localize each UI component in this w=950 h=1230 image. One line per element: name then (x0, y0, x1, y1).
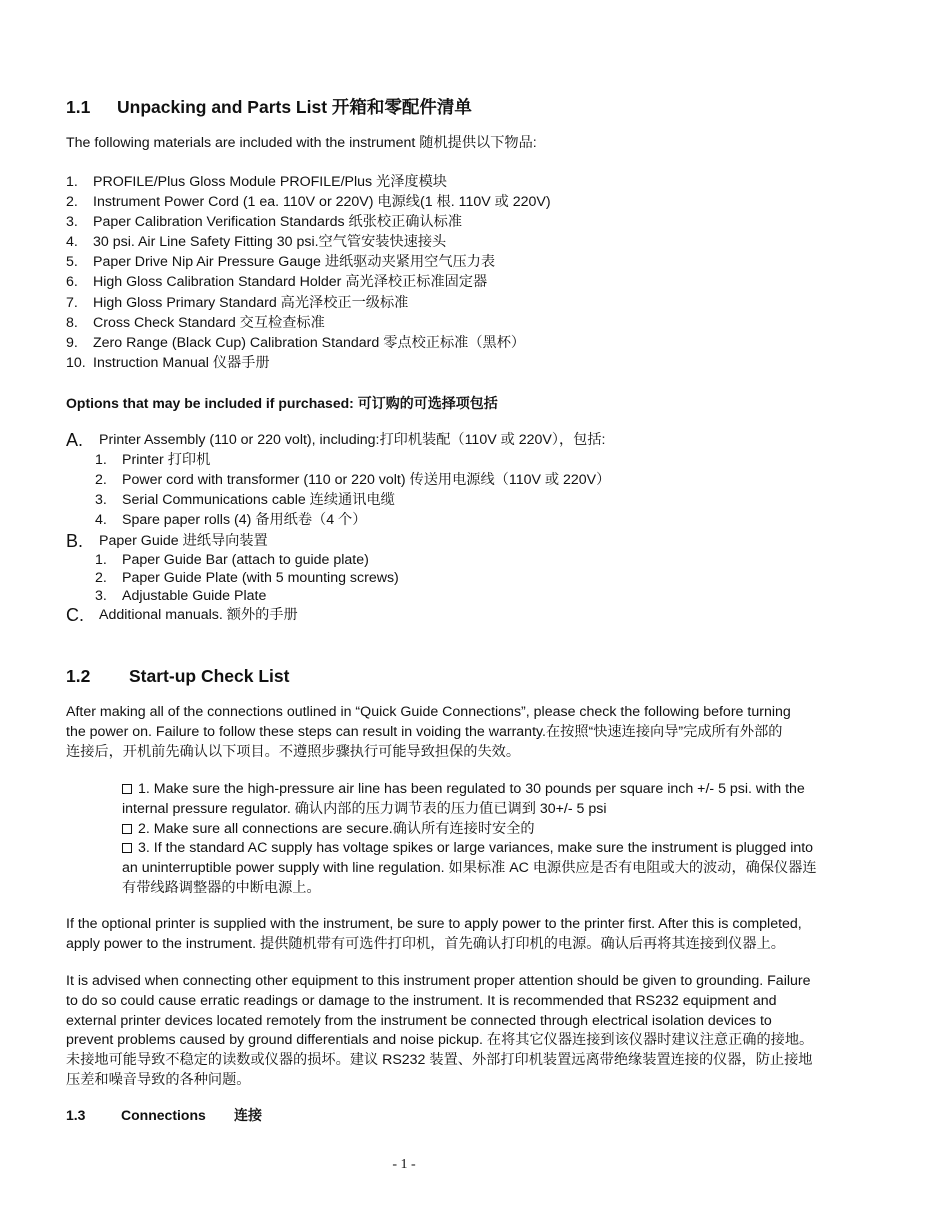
item-text: Paper Guide Bar (attach to guide plate) (122, 551, 369, 568)
section-number: 1.1 (66, 97, 91, 117)
text-line: 压差和噪音导致的各种问题。 (66, 1071, 251, 1088)
printer-paragraph (66, 915, 802, 955)
item-number: 1. (95, 551, 107, 568)
text-line: prevent problems caused by ground differentials and noise pickup. 在将其它仪器连接到该仪器时建议注意正确的接地。 (66, 1032, 814, 1049)
item-text: 30 psi. Air Line Safety Fitting 30 psi.空气管安装快速接头 (93, 234, 447, 251)
item-text: Power cord with transformer (110 or 220 volt) 传送用电源线（110V 或 220V） (122, 472, 611, 489)
check-text: 1. Make sure the high-pressure air line has been regulated to 30 pounds per square inch +/- 5 psi. with the (138, 781, 805, 797)
item-number: 3. (95, 492, 107, 509)
section-number: 1.2 (66, 666, 91, 686)
page-number: - 1 - (392, 1157, 416, 1172)
check-text: 2. Make sure all connections are secure.确认所有连接时安全的 (138, 820, 535, 837)
list-item (95, 450, 610, 470)
item-number: 2. (95, 472, 107, 489)
startup-intro (66, 703, 791, 762)
item-text: Serial Communications cable 连续通讯电缆 (122, 492, 395, 509)
list-item (66, 293, 551, 313)
text-line: to do so could cause erratic readings or damage to the instrument. It is recommended that RS232 equipment and (66, 992, 777, 1009)
text-line: apply power to the instrument. 提供随机带有可选件打印机，首先确认打印机的电源。确认后再将其连接到仪器上。 (66, 935, 785, 952)
item-number: 1. (95, 452, 107, 469)
item-text: Paper Guide Plate (with 5 mounting screws) (122, 569, 399, 586)
list-item (95, 569, 610, 587)
options-heading: Options that may be included if purchased: 可订购的可选择项包括 (66, 395, 498, 411)
item-text: PROFILE/Plus Gloss Module PROFILE/Plus 光泽度模块 (93, 174, 447, 190)
startup-checklist (122, 780, 817, 899)
item-text: Paper Drive Nip Air Pressure Gauge 进纸驱动夹紧用空气压力表 (93, 254, 496, 271)
option-letter: A. (66, 430, 84, 450)
options-list (66, 430, 610, 626)
option-item (66, 531, 610, 551)
list-item (66, 212, 551, 232)
item-text: Printer 打印机 (122, 452, 211, 469)
list-item (66, 353, 551, 373)
text-line: external printer devices located remotely from the instrument be connected through electrical isolation devices to (66, 1012, 772, 1029)
list-item (66, 192, 551, 212)
section-title: Connections (121, 1107, 206, 1123)
section-title: Unpacking and Parts List 开箱和零配件清单 (117, 97, 472, 117)
item-text: Cross Check Standard 交互检查标准 (93, 314, 325, 331)
item-number: 1. (66, 174, 78, 190)
parts-intro: The following materials are included with the instrument 随机提供以下物品: (66, 135, 537, 151)
option-text: Additional manuals. 额外的手册 (99, 607, 298, 624)
item-text: High Gloss Calibration Standard Holder 高光泽校正标准固定器 (93, 274, 488, 291)
item-number: 2. (66, 194, 78, 211)
section-1-3-heading (66, 1105, 262, 1125)
item-text: Spare paper rolls (4) 备用纸卷（4 个） (122, 512, 367, 529)
check-text: internal pressure regulator. 确认内部的压力调节表的压力值已调到 30+/- 5 psi (122, 800, 607, 817)
check-text: 3. If the standard AC supply has voltage spikes or large variances, make sure the instrument is plugged into (138, 840, 814, 857)
check-text: an uninterruptible power supply with line regulation. 如果标准 AC 电源供应是否有电阻或大的波动，确保仪器连 (122, 860, 817, 877)
item-text: Zero Range (Black Cup) Calibration Standard 零点校正标准（黑杯） (93, 334, 526, 351)
list-item (66, 272, 551, 292)
option-sublist (66, 450, 610, 530)
list-item (95, 490, 610, 510)
list-item (66, 313, 551, 333)
text-line: 连接后，开机前先确认以下项目。不遵照步骤执行可能导致担保的失效。 (66, 743, 521, 760)
checkbox[interactable] (122, 784, 132, 794)
option-letter: B. (66, 530, 84, 551)
check-item (122, 780, 817, 820)
item-number: 8. (66, 314, 78, 331)
option-text: Paper Guide 进纸导向装置 (99, 532, 268, 549)
item-number: 4. (95, 512, 107, 529)
item-text: Paper Calibration Verification Standards 纸张校正确认标准 (93, 214, 463, 231)
check-item (122, 839, 817, 898)
section-number: 1.3 (66, 1107, 86, 1123)
check-item (122, 820, 817, 840)
list-item (95, 551, 610, 569)
item-number: 7. (66, 294, 78, 311)
list-item (95, 510, 610, 530)
item-number: 2. (95, 569, 107, 586)
item-number: 4. (66, 234, 78, 251)
grounding-paragraph (66, 972, 813, 1091)
item-number: 9. (66, 334, 78, 351)
list-item (66, 333, 551, 353)
option-sublist (66, 551, 610, 606)
list-item (66, 172, 551, 192)
section-1-1-heading (66, 94, 472, 119)
option-text: Printer Assembly (110 or 220 volt), including:打印机装配（110V 或 220V），包括: (99, 432, 606, 448)
checkbox[interactable] (122, 824, 132, 834)
option-item (66, 605, 610, 625)
text-line: After making all of the connections outlined in “Quick Guide Connections”, please check the following before turning (66, 704, 791, 720)
section-1-2-heading (66, 666, 289, 687)
item-text: Instrument Power Cord (1 ea. 110V or 220V) 电源线(1 根. 110V 或 220V) (93, 194, 551, 211)
text-line: 未接地可能导致不稳定的读数或仪器的损坏。建议 RS232 装置、外部打印机装置远离带绝缘装置连接的仪器，防止接地 (66, 1052, 813, 1069)
item-text: High Gloss Primary Standard 高光泽校正一级标准 (93, 294, 409, 311)
text-line: the power on. Failure to follow these steps can result in voiding the warranty.在按照“快速连接向导”完成所有外部的 (66, 723, 783, 740)
text-line: It is advised when connecting other equipment to this instrument proper attention should be given to grounding. Failure (66, 973, 811, 989)
text-line: If the optional printer is supplied with the instrument, be sure to apply power to the printer first. After this is completed, (66, 916, 802, 932)
item-number: 5. (66, 254, 78, 271)
item-number: 10. (66, 354, 86, 371)
item-number: 3. (66, 214, 78, 231)
check-text: 有带线路调整器的中断电源上。 (122, 879, 321, 896)
item-number: 6. (66, 274, 78, 291)
section-title: Start-up Check List (129, 666, 290, 686)
section-title-cn: 连接 (234, 1107, 262, 1123)
option-letter: C. (66, 605, 84, 626)
option-item (66, 430, 610, 450)
item-text: Instruction Manual 仪器手册 (93, 354, 270, 371)
list-item (95, 470, 610, 490)
list-item (66, 232, 551, 252)
checkbox[interactable] (122, 843, 132, 853)
item-number: 3. (95, 588, 107, 605)
item-text: Adjustable Guide Plate (122, 588, 267, 605)
list-item (66, 252, 551, 272)
parts-list (66, 172, 551, 373)
list-item (95, 587, 610, 605)
